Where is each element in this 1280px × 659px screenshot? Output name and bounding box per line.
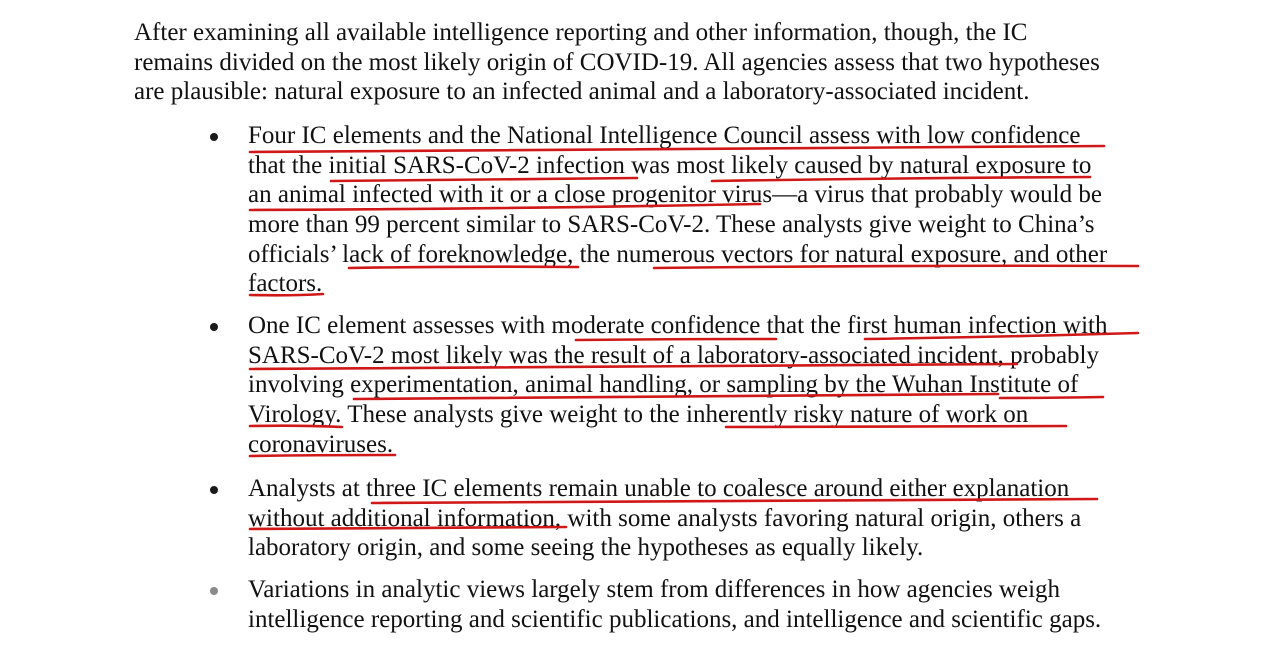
bullet-line: SARS-CoV-2 most likely was the result of a laboratory-associated incident, probably: [248, 341, 1100, 369]
bullet-line: laboratory origin, and some seeing the hypotheses as equally likely.: [248, 534, 924, 562]
bullet-line: an animal infected with it or a close progenitor virus—a virus that probably would be: [248, 181, 1102, 209]
bullet-dot: [210, 133, 218, 141]
bullet-line: without additional information, with some analysts favoring natural origin, others a: [248, 504, 1082, 532]
bullet-line: intelligence reporting and scientific publications, and intelligence and scientific gaps.: [248, 605, 1102, 633]
intro-line: are plausible: natural exposure to an infected animal and a laboratory-associated incident.: [134, 78, 1030, 106]
bullet-dot: [210, 587, 218, 595]
bullet-dot: [210, 323, 218, 331]
bullet-item-undecided: [248, 474, 1208, 563]
intro-line: remains divided on the most likely origin of COVID-19. All agencies assess that two hypotheses: [134, 48, 1100, 76]
bullet-line: that the initial SARS-CoV-2 infection was most likely caused by natural exposure to: [248, 151, 1092, 179]
bullet-line: coronaviruses.: [248, 430, 394, 458]
intro-line: After examining all available intelligence reporting and other information, though, the IC: [134, 19, 1028, 46]
bullet-line: more than 99 percent similar to SARS-CoV-2. These analysts give weight to China’s: [248, 211, 1095, 239]
bullet-item-laboratory-incident: [248, 311, 1208, 459]
bullet-line: Virology. These analysts give weight to the inherently risky nature of work on: [248, 401, 1029, 429]
bullet-dot: [210, 486, 218, 494]
bullet-item-natural-exposure: [248, 121, 1208, 299]
bullet-line: Analysts at three IC elements remain unable to coalesce around either explanation: [248, 475, 1070, 502]
bullet-line: Variations in analytic views largely stem from differences in how agencies weigh: [248, 576, 1061, 603]
bullet-line: factors.: [248, 270, 323, 298]
bullet-line: One IC element assesses with moderate confidence that the first human infection with: [248, 312, 1108, 339]
bullet-line: involving experimentation, animal handling, or sampling by the Wuhan Institute of: [248, 371, 1079, 399]
bullet-line: Four IC elements and the National Intelligence Council assess with low confidence: [248, 122, 1081, 149]
bullet-item-variations: [248, 575, 1208, 634]
bullet-line: officials’ lack of foreknowledge, the numerous vectors for natural exposure, and other: [248, 240, 1108, 268]
intro-paragraph: [134, 18, 1174, 107]
